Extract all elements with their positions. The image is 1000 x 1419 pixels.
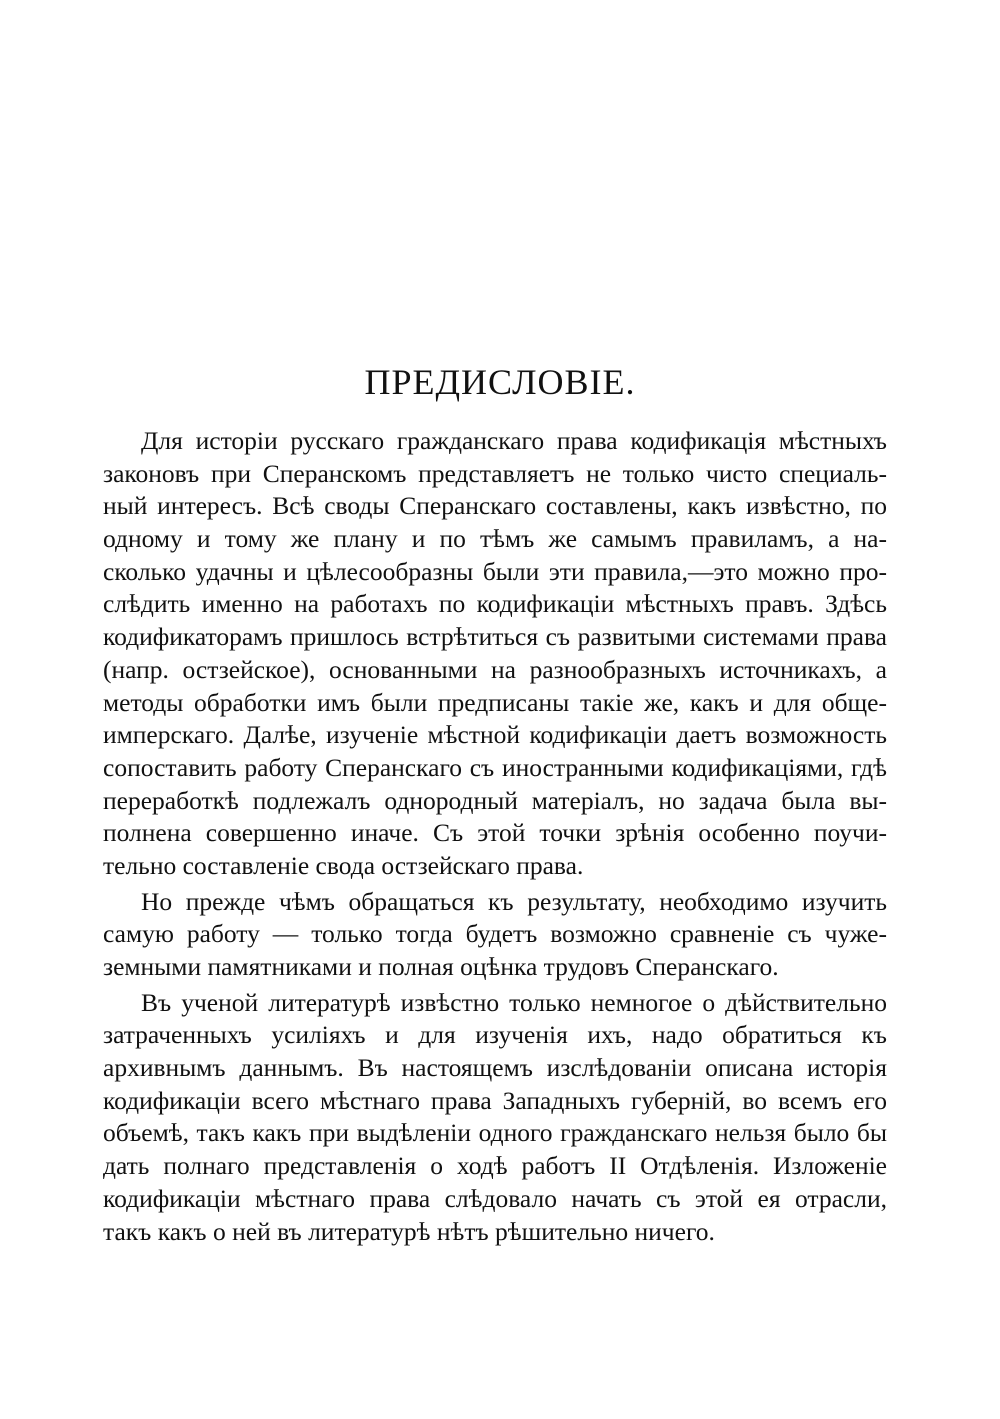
paragraph-1-line: переработкѣ подлежалъ однородный матеріалъ, но задача была вы- [103,785,887,815]
paragraph-3-line: дать полнаго представленія о ходѣ работъ II Отдѣленія. Изложеніе [103,1151,887,1181]
paragraph-3-line: кодификаціи мѣстнаго права слѣдовало начать съ этой ея отрасли, [103,1183,887,1213]
paragraph-3-line: архивнымъ даннымъ. Въ настоящемъ изслѣдованіи описана исторія [103,1053,887,1083]
paragraph-3-line: затраченныхъ усиліяхъ и для изученія ихъ, надо обратиться къ [103,1020,887,1050]
paragraph-2-line: самую работу — только тогда будетъ возможно сравненіе съ чуже- [103,919,887,949]
paragraph-1-line: (напр. остзейское), основанными на разнообразныхъ источникахъ, а [103,654,887,684]
body-text [103,425,887,1248]
paragraph-3-line: кодификаціи всего мѣстнаго права Западныхъ губерній, во всемъ его [103,1085,887,1115]
paragraph-1-line: одному и тому же плану и по тѣмъ же самымъ правиламъ, а на- [103,524,887,554]
paragraph-3-line: объемѣ, такъ какъ при выдѣленіи одного гражданскаго нельзя было бы [103,1118,887,1148]
paragraph-3-line: Въ ученой литературѣ извѣстно только немногое о дѣйствительно [141,987,887,1017]
paragraph-1-line: Для исторіи русскаго гражданскаго права кодификація мѣстныхъ [141,426,887,455]
paragraph-2-line: земными памятниками и полная оцѣнка трудовъ Сперанскаго. [103,952,779,981]
page-title: ПРЕДИСЛОВІЕ. [364,362,636,402]
paragraph-1-line: слѣдить именно на работахъ по кодификаціи мѣстныхъ правъ. Здѣсь [103,589,887,619]
paragraph-1-line: полнена совершенно иначе. Съ этой точки зрѣнія особенно поучи- [103,818,887,848]
paragraph-1-line: сколько удачны и цѣлесообразны были эти правила,—это можно про- [103,556,887,586]
paragraph-1-line: сопоставить работу Сперанскаго съ иностранными кодификаціями, гдѣ [103,752,887,782]
paragraph-1-line: законовъ при Сперанскомъ представляетъ не только чисто специаль- [103,458,887,488]
paragraph-2-line: Но прежде чѣмъ обращаться къ результату, необходимо изучить [141,886,887,916]
paragraph-1-line: имперскаго. Далѣе, изученіе мѣстной кодификаціи даетъ возможность [103,720,887,750]
paragraph-1-line: тельно составленіе свода остзейскаго права. [103,850,584,880]
paragraph-1-line: методы обработки имъ были предписаны такіе же, какъ и для обще- [103,687,887,717]
paragraph-3-line: такъ какъ о ней въ литературѣ нѣтъ рѣшительно ничего. [103,1216,715,1246]
paragraph-1-line: ный интересъ. Всѣ своды Сперанскаго составлены, какъ извѣстно, по [103,491,887,521]
paragraph-1-line: кодификаторамъ пришлось встрѣтиться съ развитыми системами права [103,622,887,652]
